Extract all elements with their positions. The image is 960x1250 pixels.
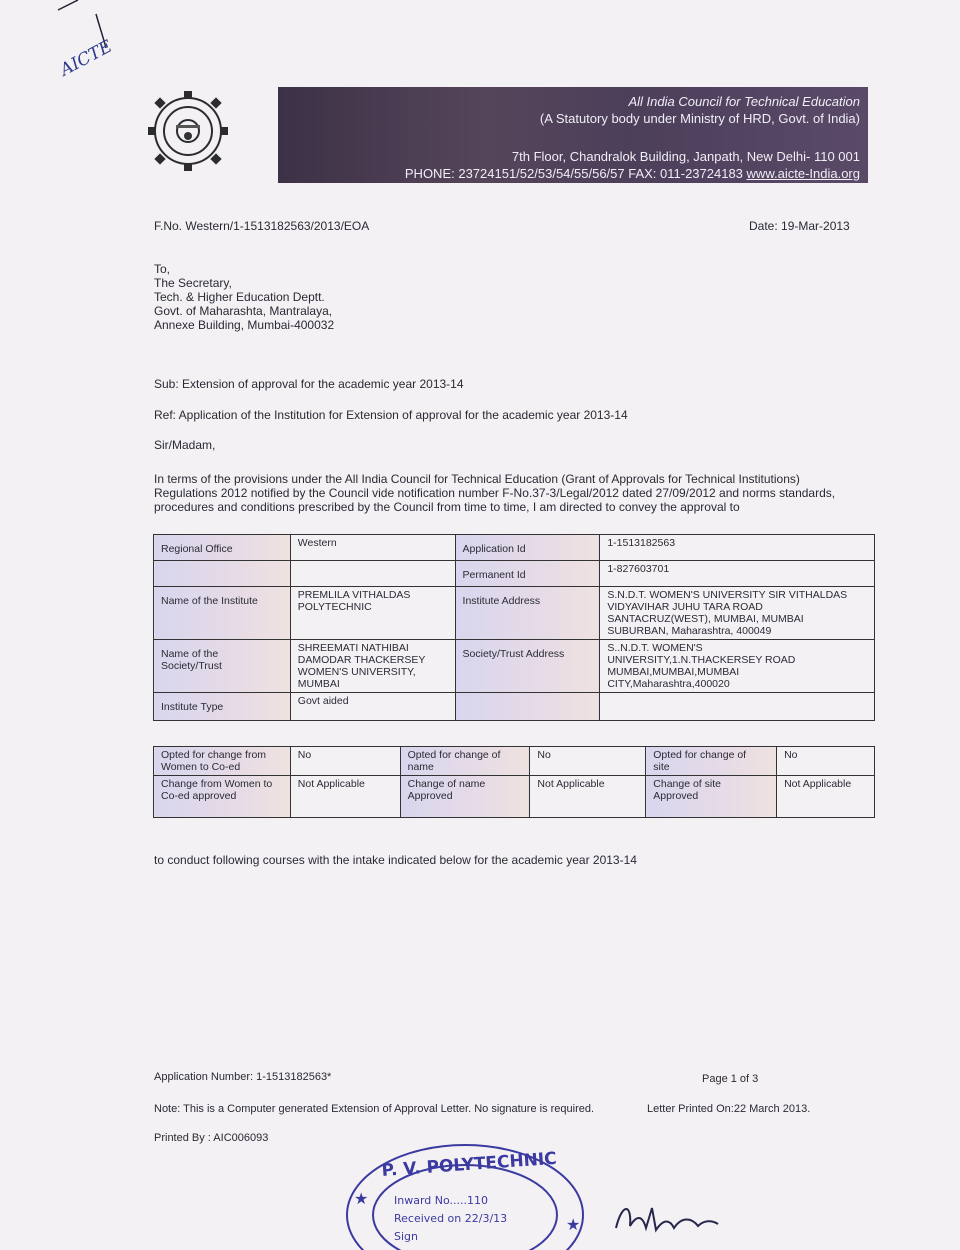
- body-line: Regulations 2012 notified by the Council vide notification number F-No.37-3/Legal/2012 dated 27/09/2012 and norms standards,: [154, 486, 836, 500]
- table-row: [154, 640, 875, 693]
- computer-generated-note: Note: This is a Computer generated Extension of Approval Letter. No signature is required.: [154, 1103, 595, 1115]
- svg-text:★: ★: [566, 1217, 581, 1234]
- org-phone: PHONE: 23724151/52/53/54/55/56/57 FAX: 011-23724183: [404, 166, 743, 181]
- org-subtitle: (A Statutory body under Ministry of HRD, Govt. of India): [539, 111, 860, 126]
- institute-details-table: [153, 534, 875, 721]
- table-row: [154, 693, 875, 721]
- body-line: procedures and conditions prescribed by the Council from time to time, I am directed to convey the approval to: [154, 500, 740, 514]
- received-stamp: [340, 1140, 590, 1250]
- letter-date: Date: 19-Mar-2013: [749, 219, 850, 233]
- table-cell-value: Not Applicable: [777, 776, 875, 818]
- recipient-line: Govt. of Maharashta, Mantralaya,: [154, 304, 333, 318]
- handwritten-signature: [612, 1198, 722, 1240]
- table-cell-value: SHREEMATI NATHIBAI DAMODAR THACKERSEY WOMEN'S UNIVERSITY, MUMBAI: [290, 640, 455, 693]
- table-row: [154, 747, 875, 776]
- recipient-line: Tech. & Higher Education Deptt.: [154, 290, 325, 304]
- table-cell-label: Name of the Institute: [154, 587, 291, 640]
- table-row: [154, 587, 875, 640]
- svg-text:Received on 22/3/13: Received on 22/3/13: [394, 1212, 508, 1225]
- handwritten-note: [56, 0, 146, 90]
- body-paragraph: [154, 472, 835, 514]
- printed-on: Letter Printed On:22 March 2013.: [647, 1103, 811, 1115]
- table-cell-label: Change of name Approved: [400, 776, 530, 818]
- table-cell-label: Institute Type: [154, 693, 291, 721]
- table-cell-label: Change of site Approved: [646, 776, 777, 818]
- table-cell-label: Application Id: [455, 535, 600, 561]
- recipient-line: The Secretary,: [154, 276, 232, 290]
- application-number: Application Number: 1-1513182563*: [154, 1071, 332, 1083]
- table-row: [154, 776, 875, 818]
- table-cell-label: Change from Women to Co-ed approved: [154, 776, 291, 818]
- recipient-line: Annexe Building, Mumbai-400032: [154, 318, 335, 332]
- table-cell-label: [455, 693, 600, 721]
- table-cell-label: Institute Address: [455, 587, 600, 640]
- table-cell-value: S..N.D.T. WOMEN'S UNIVERSITY,1.N.THACKERSEY ROAD MUMBAI,MUMBAI,MUMBAI CITY,Maharashtra,400020: [600, 640, 875, 693]
- svg-text:AICTE: AICTE: [56, 36, 116, 81]
- table-cell-value: Not Applicable: [290, 776, 400, 818]
- courses-intro: to conduct following courses with the intake indicated below for the academic year 2013-14: [154, 853, 637, 867]
- table-cell-value: No: [290, 747, 400, 776]
- table-cell-label: Opted for change of name: [400, 747, 530, 776]
- svg-text:Sign: Sign: [394, 1230, 418, 1243]
- svg-text:Inward No.....110: Inward No.....110: [394, 1194, 489, 1207]
- table-cell-label: Opted for change from Women to Co-ed: [154, 747, 291, 776]
- aicte-gear-logo: [146, 89, 230, 173]
- table-cell-value: Not Applicable: [530, 776, 646, 818]
- recipient-block: [154, 262, 334, 332]
- header-banner: [278, 87, 868, 183]
- salutation: Sir/Madam,: [154, 438, 216, 452]
- table-cell-label: Opted for change of site: [646, 747, 777, 776]
- org-address: 7th Floor, Chandralok Building, Janpath, New Delhi- 110 001: [511, 149, 860, 164]
- org-name: All India Council for Technical Education: [628, 94, 860, 109]
- reference-line: Ref: Application of the Institution for Extension of approval for the academic year 2013-14: [154, 408, 628, 422]
- table-cell-value: No: [530, 747, 646, 776]
- svg-text:★: ★: [354, 1191, 369, 1208]
- org-website-link[interactable]: www.aicte-India.org: [746, 166, 860, 181]
- table-cell-label: [154, 561, 291, 587]
- table-cell-label: Society/Trust Address: [455, 640, 600, 693]
- recipient-line: To,: [154, 262, 171, 276]
- table-row: [154, 535, 875, 561]
- page-number: Page 1 of 3: [702, 1073, 759, 1085]
- svg-text:P. V. POLYTECHNIC: P. V. POLYTECHNIC: [380, 1148, 558, 1181]
- change-options-table: [153, 746, 875, 818]
- file-number: F.No. Western/1-1513182563/2013/EOA: [154, 219, 370, 233]
- table-cell-label: Permanent Id: [455, 561, 600, 587]
- table-cell-label: Name of the Society/Trust: [154, 640, 291, 693]
- table-cell-value: [290, 561, 455, 587]
- table-cell-value: S.N.D.T. WOMEN'S UNIVERSITY SIR VITHALDAS VIDYAVIHAR JUHU TARA ROAD SANTACRUZ(WEST), MUMBAI, MUMBAI SUBURBAN, Maharashtra, 400049: [600, 587, 875, 640]
- table-cell-value: Govt aided: [290, 693, 455, 721]
- table-row: [154, 561, 875, 587]
- table-cell-value: 1-827603701: [600, 561, 875, 587]
- table-cell-value: Western: [290, 535, 455, 561]
- table-cell-value: No: [777, 747, 875, 776]
- table-cell-value: PREMLILA VITHALDAS POLYTECHNIC: [290, 587, 455, 640]
- table-cell-value: 1-1513182563: [600, 535, 875, 561]
- body-line: In terms of the provisions under the All India Council for Technical Education (Grant of Approvals for Technical Institutions): [154, 472, 800, 486]
- printed-by: Printed By : AIC006093: [154, 1132, 269, 1144]
- table-cell-value: [600, 693, 875, 721]
- table-cell-label: Regional Office: [154, 535, 291, 561]
- subject-line: Sub: Extension of approval for the academic year 2013-14: [154, 377, 464, 391]
